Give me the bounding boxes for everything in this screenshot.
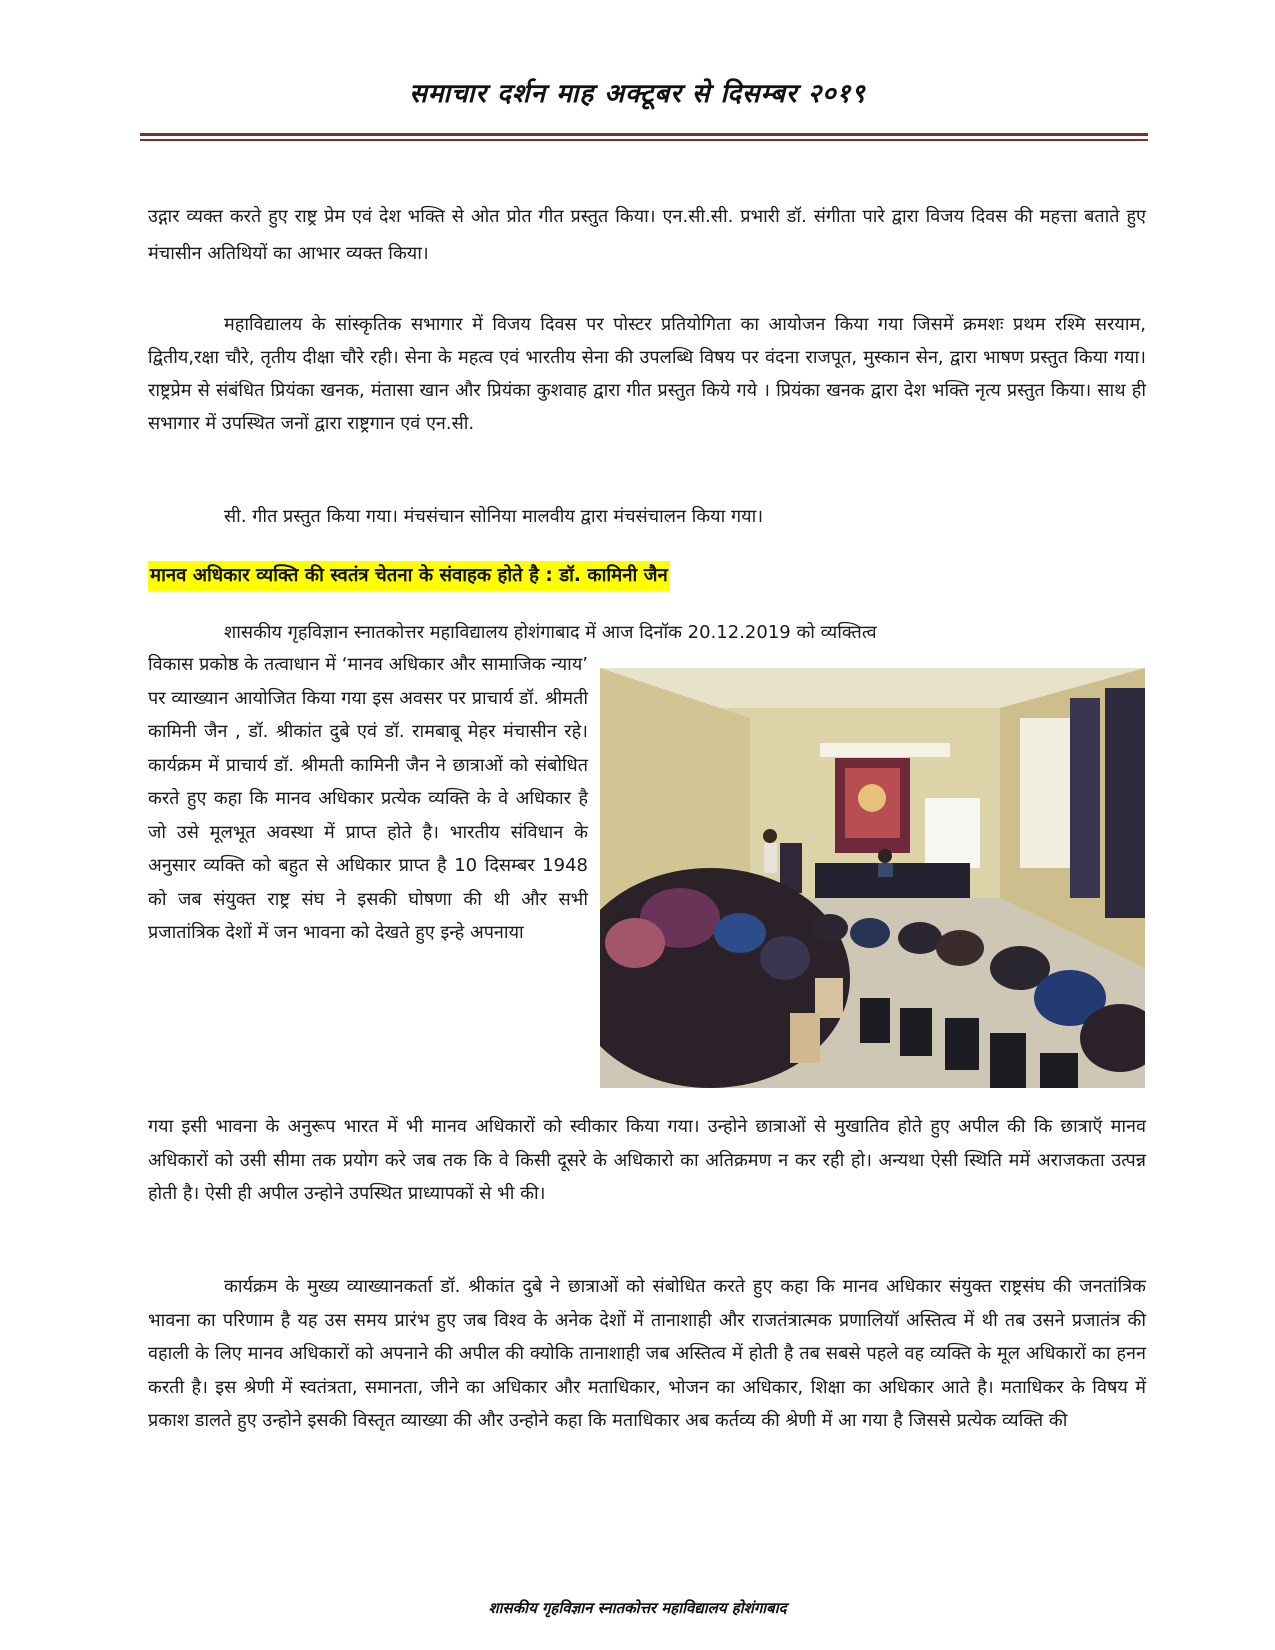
paragraph-lecture-continued: गया इसी भावना के अनुरूप भारत में भी मानव अधिकारों को स्वीकार किया गया। उन्होने छात्राओं से मुखातिव होते हुए अपील की कि छात्राऍ मानव अधिकारों को उसी सीमा तक प्रयोग करे जब तक कि वे किसी दूसरे के अधिकारो का अतिक्रमण न कर रही हो। अन्यथा ऐसी स्थिति ममें अराजकता उत्पन्न होती है। ऐसी ही अपील उन्होने उपस्थित प्राध्यापकों से भी की। (148, 1116, 1146, 1204)
paragraph-lecture-intro: शासकीय गृहविज्ञान स्नातकोत्तर महाविद्यालय होशंगाबाद में आज दिनॉक 20.12.2019 को व्यक्तित्व (224, 622, 877, 643)
event-photo (600, 668, 1145, 1088)
header-rule-bottom (140, 139, 1148, 141)
paragraph-ncc-thanks: उद्गार व्यक्त करते हुए राष्ट्र प्रेम एवं देश भक्ति से ओत प्रोत गीत प्रस्तुत किया। एन.सी.सी. प्रभारी डॉ. संगीता पारे द्वारा विजय दिवस की महत्ता बताते हुए मंचासीन अतिथियों का आभार व्यक्त किया। (148, 206, 1146, 264)
section-heading-human-rights: मानव अधिकार व्यक्ति की स्वतंत्र चेतना के संवाहक होते है : डॉ. कामिनी जैन (148, 561, 670, 591)
paragraph-poster-competition: महाविद्यालय के सांस्कृतिक सभागार में विजय दिवस पर पोस्टर प्रतियोगिता का आयोजन किया गया जिसमें क्रमशः प्रथम रश्मि सरयाम, द्वितीय,रक्षा चौरे, तृतीय दीक्षा चौरे रही। सेना के महत्व एवं भारतीय सेना की उपलब्धि विषय पर वंदना राजपूत, मुस्कान सेन, द्वारा भाषण प्रस्तुत किया गया। राष्ट्रप्रेम से संबंधित प्रियंका खनक, मंतासा खान और प्रियंका कुशवाह द्वारा गीत प्रस्तुत किये गये । प्रियंका खनक द्वारा देश भक्ति नृत्य प्रस्तुत किया। साथ ही सभागार में उपस्थित जनों द्वारा राष्ट्रगान एवं एन.सी. (148, 314, 1146, 434)
page-footer: शासकीय गृहविज्ञान स्नातकोत्तर महाविद्यालय होशंगाबाद (488, 1599, 787, 1617)
page-title: समाचार दर्शन माह अक्टूबर से दिसम्बर २०१९ (409, 79, 866, 109)
paragraph-lecture-body: विकास प्रकोष्ठ के तत्वाधान में ‘मानव अधिकार और सामाजिक न्याय’ पर व्याख्यान आयोजित किया गया इस अवसर पर प्राचार्य डॉ. श्रीमती कामिनी जैन , डॉ. श्रीकांत दुबे एवं डॉ. रामबाबू मेहर मंचासीन रहे। कार्यक्रम में प्राचार्य डॉ. श्रीमती कामिनी जैन ने छात्राओं को संबोधित करते हुए कहा कि मानव अधिकार प्रत्येक व्यक्ति के वे अधिकार है जो उसे मूलभूत अवस्था में प्राप्त होते है। भारतीय संविधान के अनुसार व्यक्ति को बहुत से अधिकार प्राप्त है 10 दिसम्बर 1948 को जब संयुक्त राष्ट्र संघ ने इसकी घोषणा की थी और सभी प्रजातांत्रिक देशों में जन भावना को देखते हुए इन्हे अपनाया (148, 654, 588, 943)
header-rule-top (140, 133, 1148, 136)
paragraph-stage-conduct: सी. गीत प्रस्तुत किया गया। मंचसंचान सोनिया मालवीय द्वारा मंचसंचालन किया गया। (224, 506, 764, 527)
paragraph-main-speaker: कार्यक्रम के मुख्य व्याख्यानकर्ता डॉ. श्रीकांत दुबे ने छात्राओं को संबोधित करते हुए कहा कि मानव अधिकार संयुक्त राष्ट्रसंघ की जनतांत्रिक भावना का परिणाम है यह उस समय प्रारंभ हुए जब विश्व के अनेक देशों में तानाशाही और राजतंत्रात्मक प्रणालियॉ अस्तित्व में थी तब उसने प्रजातंत्र की वहाली के लिए मानव अधिकारों को अपनाने की अपील की क्योकि तानाशाही जब अस्तित्व में होती है तब सबसे पहले वह व्यक्ति के मूल अधिकारों का हनन करती है। इस श्रेणी में स्वतंत्रता, समानता, जीने का अधिकार और मताधिकार, भोजन का अधिकार, शिक्षा का अधिकार आते है। मताधिकर के विषय में प्रकाश डालते हुए उन्होने इसकी विस्तृत व्याख्या की और उन्होने कहा कि मताधिकार अब कर्तव्य की श्रेणी में आ गया है जिससे प्रत्येक व्यक्ति की (148, 1276, 1146, 1431)
